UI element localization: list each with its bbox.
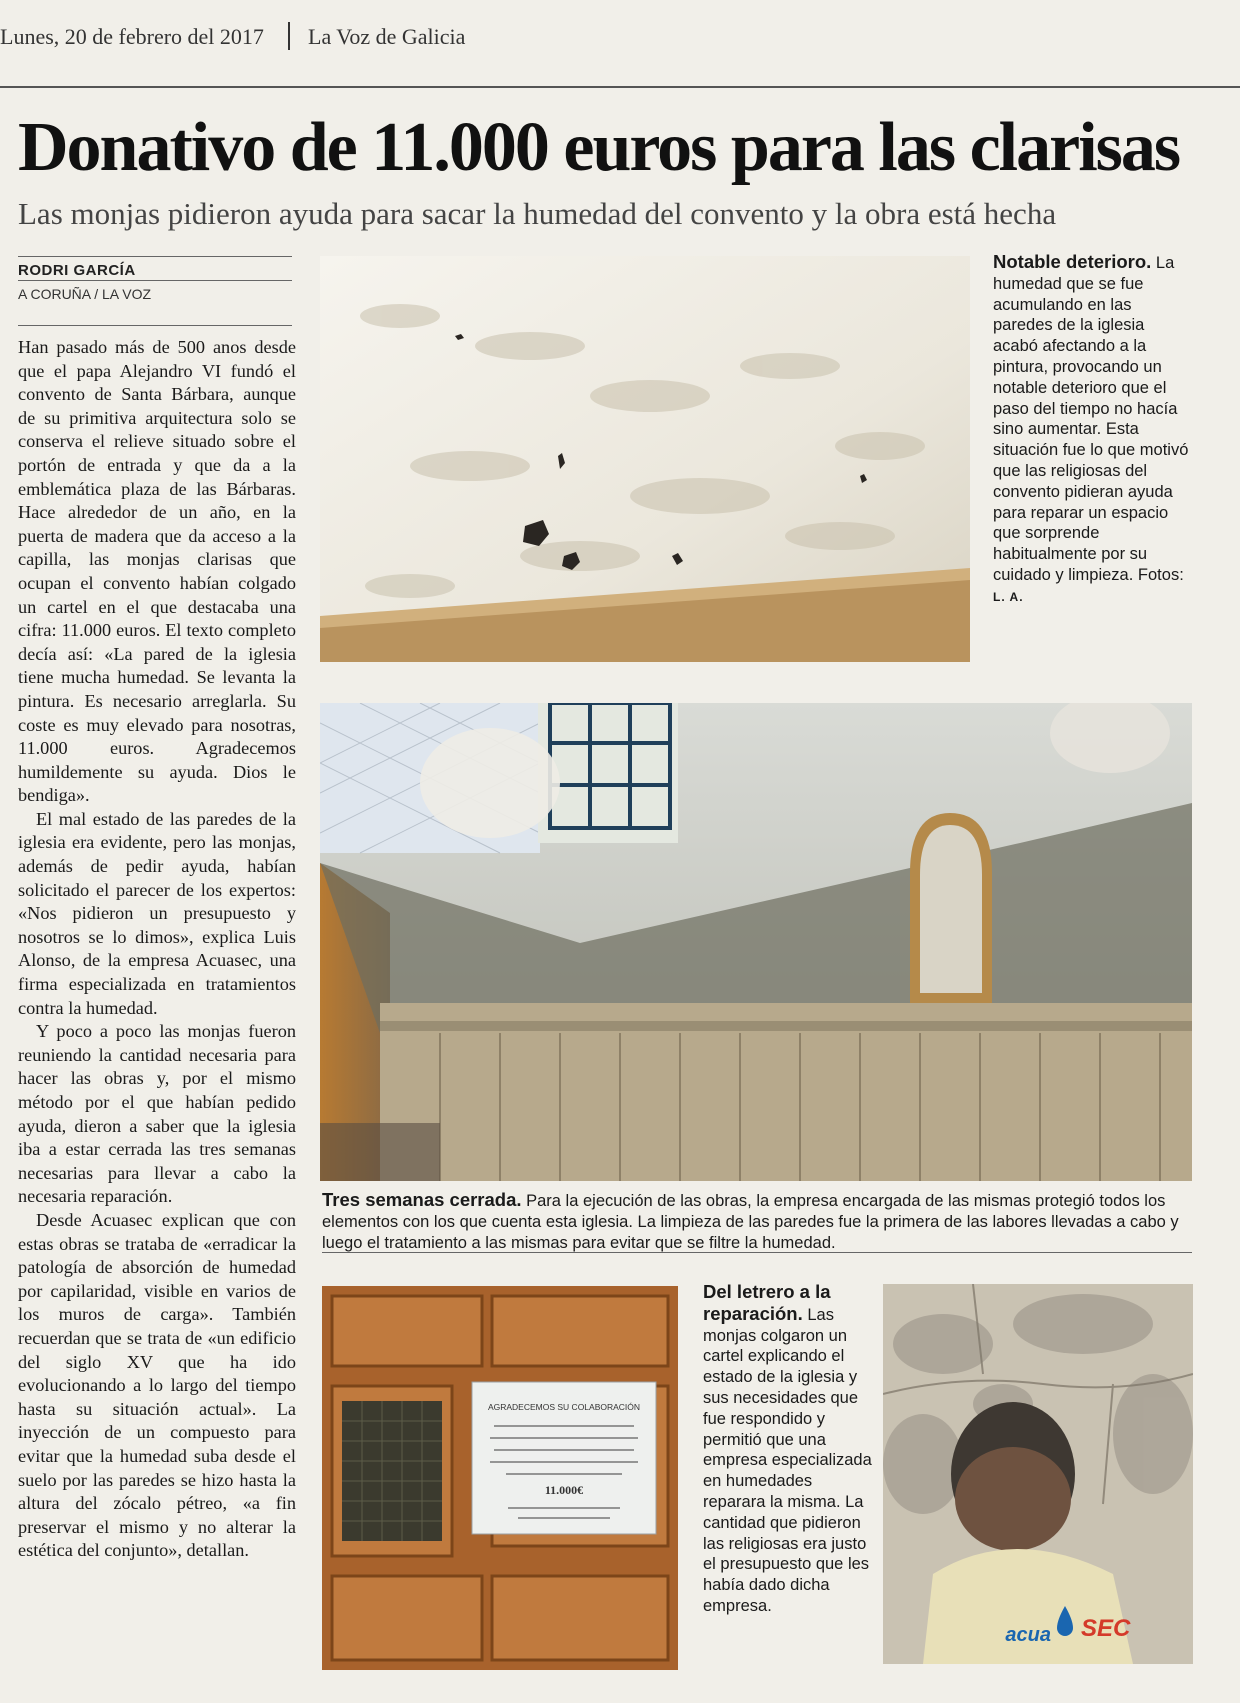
body-paragraph-1: Han pasado más de 500 anos desde que el papa Alejandro VI fundó el convento de Santa Bárbara, aunque de su primitiva arquitectura solo se conserva el relieve situado sobre el portón de entrada y que da a la emblemática plaza de las Bárbaras. Hace alrededor de un año, en la puerta de madera que da acceso a la capilla, las monjas clarisas que ocupan el convento habían colgado un cartel en el que destacaba una cifra: 11.000 euros. El texto completo decía así: «La pared de la iglesia tiene mucha humedad. Se levanta la pintura. Es necesario arreglarla. Su coste es muy elevado para nosotras, 11.000 euros. Agradecemos humildemente su ayuda. Dios le bendiga». — [18, 337, 296, 806]
article-subhead: Las monjas pidieron ayuda para sacar la humedad del convento y la obra está hecha — [18, 196, 1057, 231]
photo-door-sign — [322, 1286, 678, 1670]
caption-text: Las monjas colgaron un cartel explicando el estado de la iglesia y sus necesidades que fue respondido y permitió que una empresa especializada en humedades reparara la misma. La cantidad que pidieron las religiosas era justo el presupuesto que les había dado dicha empresa. — [703, 1305, 872, 1615]
body-paragraph-4: Desde Acuasec explican que con estas obras se trataba de «erradicar la patología de absorción de humedad por capilaridad, visible en varios de los muros de carga». También recuerdan que se trata de «un edificio del siglo XV que ha ido evolucionando a lo largo del tiempo hasta su situación actual». La inyección de un compuesto para evitar que la humedad suba desde el suelo por las paredes se hizo hasta la altura del zócalo pétreo, «a fin preservar el mismo y no alterar la estética del conjunto», detallan. — [18, 1209, 296, 1561]
byline-location: A CORUÑA / LA VOZ — [18, 286, 152, 302]
sign-amount: 11.000€ — [544, 1483, 584, 1497]
caption-letrero — [703, 1282, 873, 1617]
photo-church-interior — [320, 703, 1192, 1181]
publication-date: Lunes, 20 de febrero del 2017 — [0, 24, 264, 49]
byline-rule-mid — [18, 280, 292, 281]
body-paragraph-3: Y poco a poco las monjas fueron reuniendo la cantidad necesaria para hacer las obras y, por el mismo método por el que habían pedido ayuda, dieron a saber que la iglesia iba a estar cerrada las tres semanas necesarias para llevar a cabo la necesaria reparación. — [18, 1021, 296, 1207]
byline-rule-bottom — [18, 325, 292, 326]
article-body — [18, 336, 296, 1563]
sign-heading: AGRADECEMOS SU COLABORACIÓN — [487, 1402, 641, 1412]
caption-text: La humedad que se fue acumulando en las paredes de la iglesia acabó afectando a la pintura, provocando un notable deterioro que el paso del tiempo no hacía sino aumentar. Esta situación fue lo que motivó que las religiosas del convento pidieran ayuda para reparar un espacio que sorprende habitualmente por su cuidado y limpieza. — [993, 254, 1189, 584]
caption-notable-deterioro — [993, 252, 1191, 608]
top-rule — [0, 86, 1240, 88]
caption-title: Notable deterioro. — [993, 251, 1152, 272]
masthead-divider — [288, 22, 290, 50]
byline-rule-top — [18, 256, 292, 257]
photo-credit-label: Fotos: — [1137, 565, 1184, 584]
caption-rule — [322, 1252, 1192, 1253]
byline-author: RODRI GARCÍA — [18, 262, 136, 279]
article-headline: Donativo de 11.000 euros para las clarisas — [18, 109, 1180, 186]
caption-title: Del letrero a la reparación. — [703, 1281, 831, 1324]
caption-title: Tres semanas cerrada. — [322, 1189, 522, 1210]
photo-worker — [883, 1284, 1193, 1664]
body-paragraph-2: El mal estado de las paredes de la iglesia era evidente, pero las monjas, además de pedir ayuda, habían solicitado el parecer de los expertos: «Nos pidieron un presupuesto y nosotros se lo dimos», explica Luis Alonso, de la empresa Acuasec, una firma especializada en tratamientos contra la humedad. — [18, 808, 296, 1018]
newspaper-name: La Voz de Galicia — [308, 24, 466, 49]
shirt-logo-left: acua — [1005, 1624, 1051, 1646]
shirt-logo-right: SEC — [1081, 1615, 1131, 1642]
photo-credit: L. A. — [993, 589, 1024, 604]
photo-peeling-wall — [320, 256, 970, 662]
caption-text: Para la ejecución de las obras, la empresa encargada de las mismas protegió todos los elementos con los que cuenta esta iglesia. La limpieza de las paredes fue la primera de las labores llevadas a cabo y luego el tratamiento a las mismas para evitar que se filtre la humedad. — [322, 1192, 1179, 1252]
caption-tres-semanas — [322, 1190, 1192, 1253]
